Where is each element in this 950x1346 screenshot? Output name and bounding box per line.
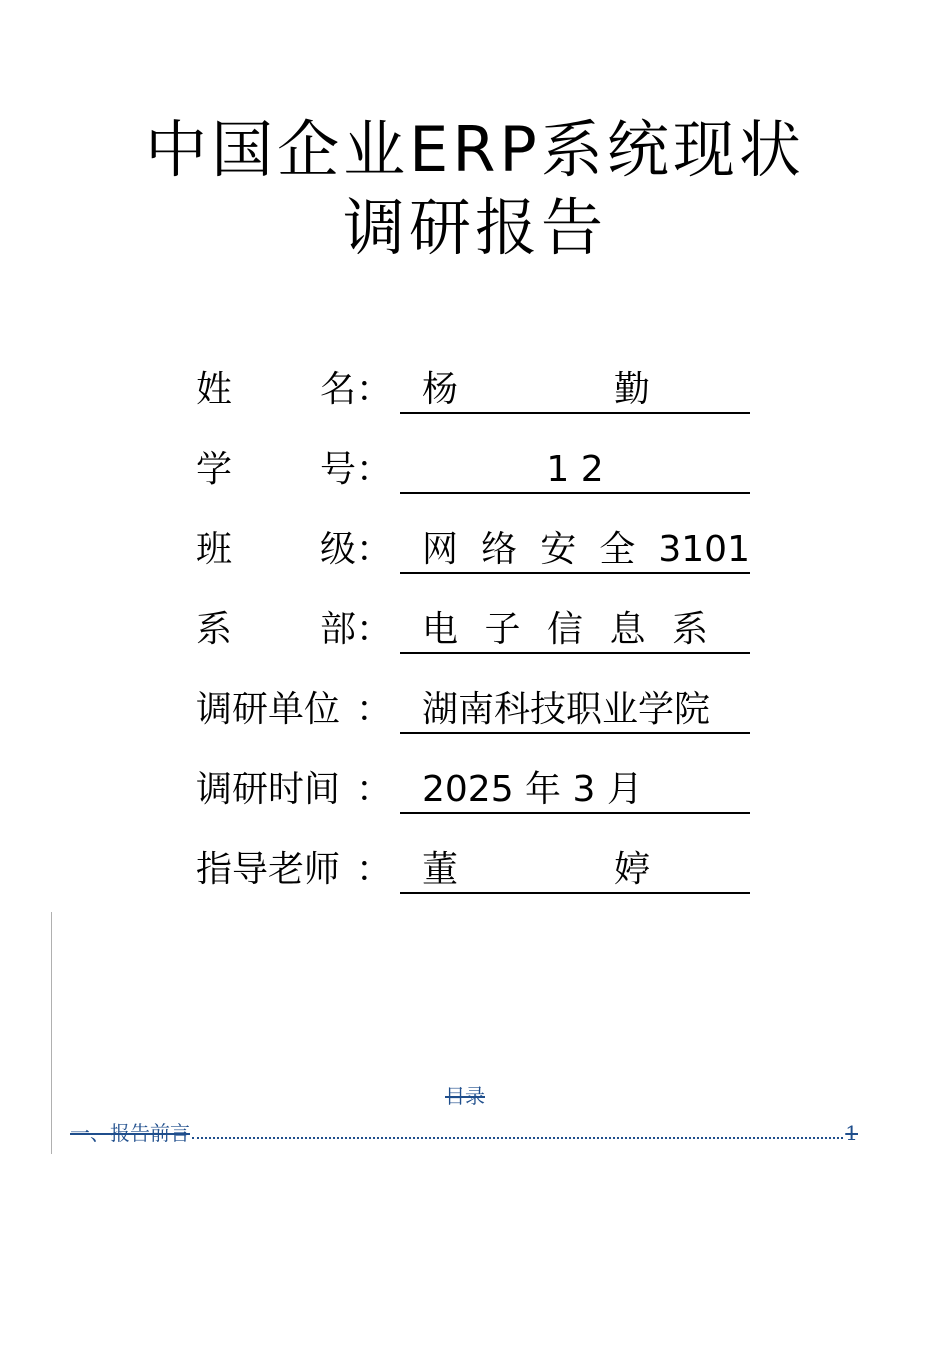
field-department-colon: ： xyxy=(356,609,393,650)
field-class-value: 网 络 安 全 3101 xyxy=(400,524,750,574)
field-student-id-value: 1 2 xyxy=(400,444,750,494)
field-class-colon: ： xyxy=(356,529,393,570)
field-student-id-label: 学 号 xyxy=(196,449,356,490)
field-student-id-colon: ： xyxy=(356,449,393,490)
field-time-value: 2025 年 3 月 xyxy=(400,764,750,814)
toc-dot-leader xyxy=(192,1136,843,1139)
report-title-line-2: 调研报告 xyxy=(342,191,607,264)
field-name-value: 杨 勤 xyxy=(400,364,750,414)
toc-entry-text[interactable]: 一、报告前言 xyxy=(70,1121,190,1145)
field-unit xyxy=(196,684,756,736)
field-time-label: 调研时间 xyxy=(196,769,341,810)
field-time-colon: ： xyxy=(356,769,393,810)
field-class xyxy=(196,524,756,576)
field-unit-label: 调研单位 xyxy=(196,689,341,730)
field-unit-colon: ： xyxy=(356,689,393,730)
revision-bar xyxy=(51,912,52,1154)
report-title-line-1: 中国企业ERP系统现状 xyxy=(145,113,805,186)
field-name xyxy=(196,364,756,416)
field-advisor-value: 董 婷 xyxy=(400,844,750,894)
field-student-id xyxy=(196,444,756,496)
field-department-value: 电 子 信 息 系 xyxy=(400,604,750,654)
field-unit-value: 湖南科技职业学院 xyxy=(400,684,750,734)
field-time xyxy=(196,764,756,816)
field-department xyxy=(196,604,756,656)
field-class-label: 班 级 xyxy=(196,529,356,570)
toc-heading: 目录 xyxy=(445,1084,485,1108)
field-name-colon: ： xyxy=(356,369,393,410)
field-department-label: 系 部 xyxy=(196,609,356,650)
field-advisor-colon: ： xyxy=(356,849,393,890)
field-advisor xyxy=(196,844,756,896)
toc-entry[interactable] xyxy=(70,1120,858,1146)
field-advisor-label: 指导老师 xyxy=(196,849,341,890)
toc-entry-page[interactable]: 1 xyxy=(845,1121,858,1145)
field-name-label: 姓 名 xyxy=(196,369,356,410)
